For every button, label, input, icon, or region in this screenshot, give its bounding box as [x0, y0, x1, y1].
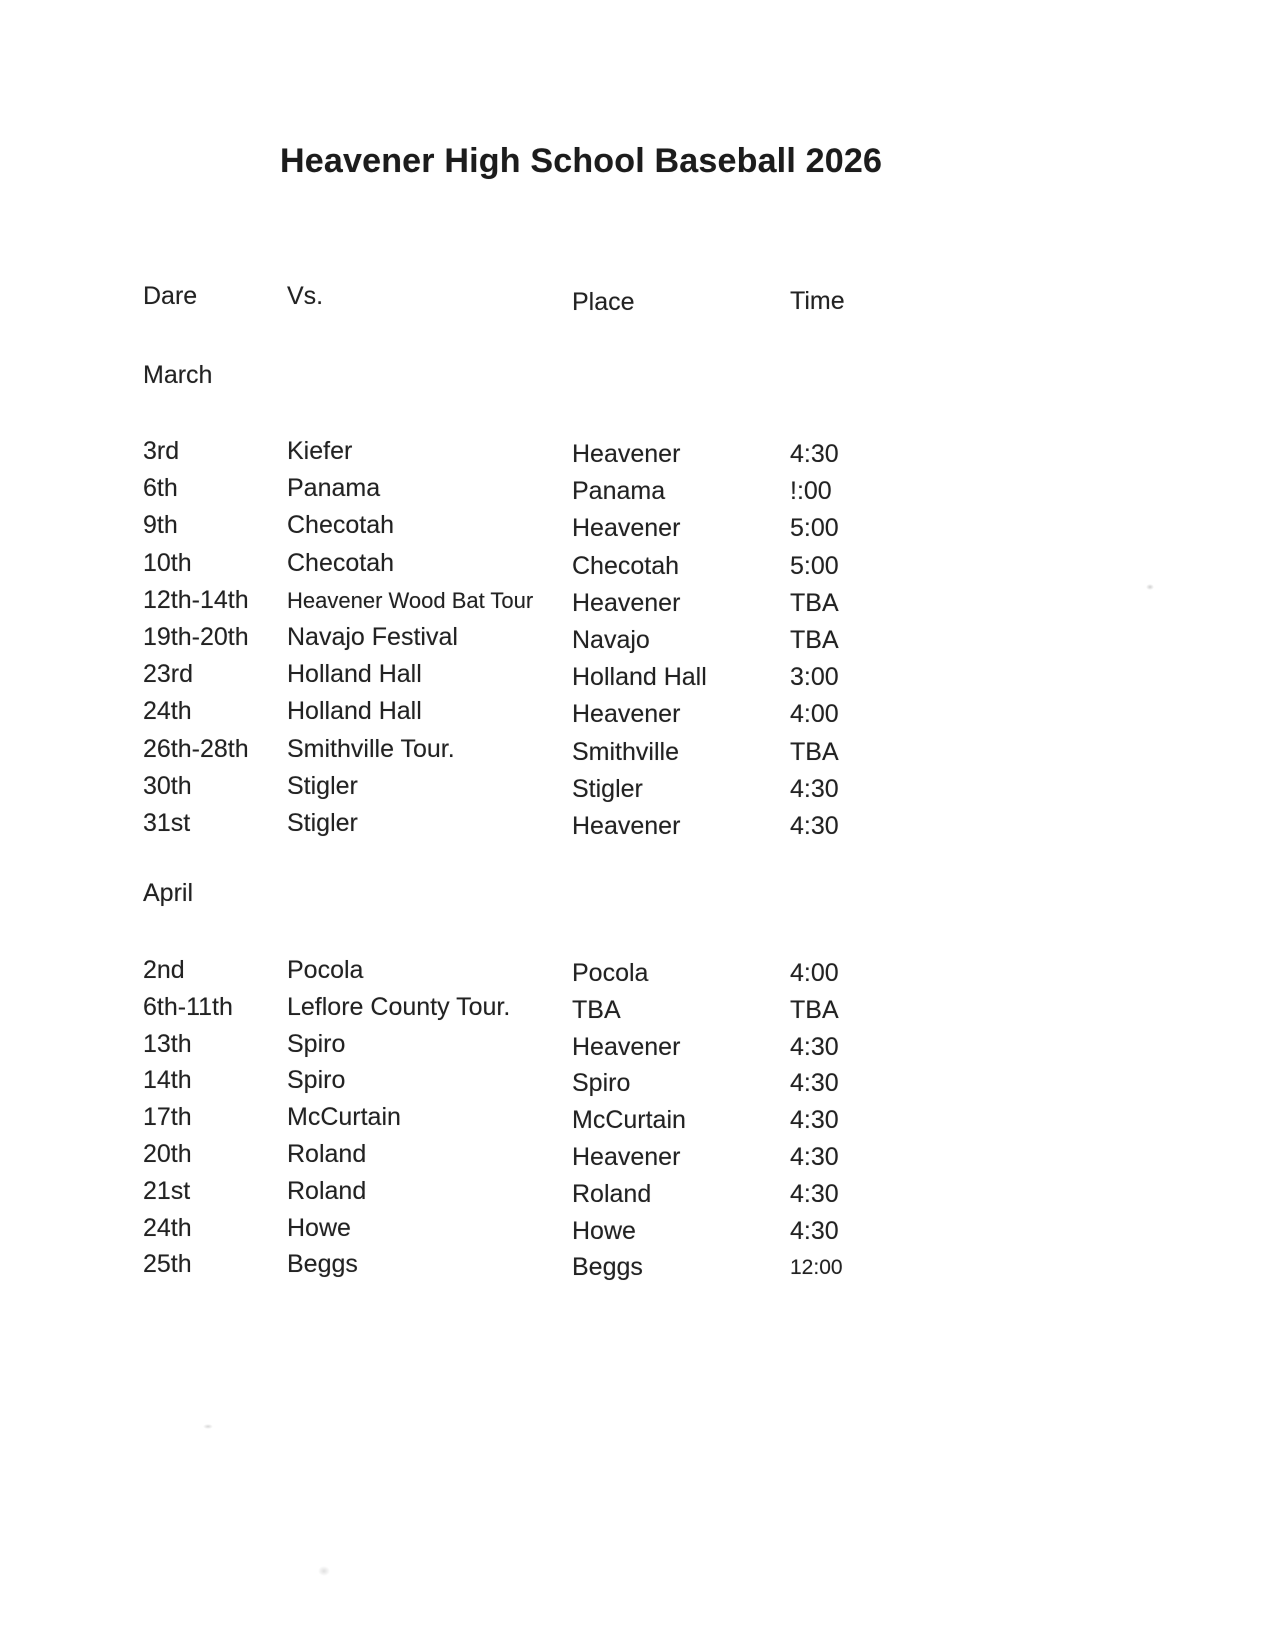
- month-label: March: [143, 361, 213, 389]
- schedule-row: [143, 771, 983, 808]
- cell-date: 31st: [143, 808, 191, 837]
- cell-place: Stigler: [572, 774, 643, 803]
- cell-place: Heavener: [572, 440, 681, 468]
- cell-time: 5:00: [790, 551, 839, 580]
- schedule-row: [143, 992, 983, 1029]
- page-title: Heavener High School Baseball 2026: [280, 142, 883, 180]
- cell-place: Heavener: [572, 700, 681, 729]
- cell-place: Pocola: [572, 959, 649, 988]
- cell-date: 6th-11th: [143, 992, 233, 1021]
- cell-time: 4:30: [790, 1106, 839, 1135]
- cell-vs: Heavener Wood Bat Tour: [287, 587, 534, 613]
- cell-time: 4:00: [790, 700, 839, 729]
- cell-place: Beggs: [572, 1253, 643, 1282]
- cell-place: Heavener: [572, 1143, 681, 1172]
- month-rows: [143, 436, 983, 845]
- cell-time: 5:00: [790, 514, 839, 543]
- schedule-row: [143, 1176, 983, 1213]
- cell-time: 4:30: [790, 811, 839, 840]
- cell-date: 30th: [143, 771, 192, 800]
- cell-place: Roland: [572, 1179, 652, 1208]
- cell-time: 12:00: [790, 1256, 843, 1280]
- cell-vs: Stigler: [287, 808, 358, 837]
- schedule-row: [143, 510, 983, 547]
- schedule-row: [143, 1065, 983, 1102]
- cell-place: Heavener: [572, 811, 681, 840]
- cell-vs: Roland: [287, 1176, 367, 1205]
- cell-date: 3rd: [143, 437, 180, 465]
- schedule-row: [143, 622, 983, 659]
- cell-place: Heavener: [572, 514, 681, 543]
- cell-date: 10th: [143, 548, 192, 577]
- cell-place: TBA: [572, 995, 621, 1024]
- schedule-row: [143, 473, 983, 510]
- cell-place: Smithville: [572, 737, 679, 766]
- cell-date: 14th: [143, 1066, 192, 1095]
- schedule-row: [143, 548, 983, 585]
- cell-date: 24th: [143, 1213, 192, 1242]
- cell-place: Heavener: [572, 1032, 681, 1061]
- schedule-row: [143, 955, 983, 992]
- cell-date: 20th: [143, 1140, 192, 1169]
- cell-place: Navajo: [572, 625, 650, 654]
- column-header-vs: Vs.: [287, 282, 324, 310]
- cell-date: 23rd: [143, 660, 194, 689]
- month-rows: [143, 955, 983, 1286]
- schedule-row: [143, 696, 983, 733]
- column-header-place: Place: [572, 288, 635, 316]
- cell-vs: Spiro: [287, 1029, 346, 1058]
- scan-speck: [318, 1566, 330, 1576]
- schedule-sections: [143, 360, 983, 1286]
- cell-time: 4:30: [790, 1032, 839, 1061]
- cell-date: 13th: [143, 1029, 192, 1058]
- cell-vs: Spiro: [287, 1066, 346, 1095]
- cell-date: 21st: [143, 1176, 191, 1205]
- cell-vs: Panama: [287, 474, 381, 503]
- schedule-row: [143, 1102, 983, 1139]
- cell-vs: Pocola: [287, 956, 364, 985]
- cell-date: 25th: [143, 1250, 192, 1279]
- cell-place: Checotah: [572, 551, 680, 580]
- cell-time: 4:30: [790, 1069, 839, 1098]
- cell-vs: Holland Hall: [287, 660, 422, 689]
- cell-time: !:00: [790, 477, 832, 506]
- cell-date: 17th: [143, 1103, 192, 1132]
- cell-time: 4:30: [790, 1143, 839, 1172]
- schedule-row: [143, 659, 983, 696]
- schedule-row: [143, 734, 983, 771]
- cell-vs: Stigler: [287, 771, 358, 800]
- cell-time: 4:30: [790, 774, 839, 803]
- cell-place: Panama: [572, 477, 666, 506]
- month-section: [143, 878, 983, 1286]
- cell-place: McCurtain: [572, 1106, 686, 1135]
- cell-date: 6th: [143, 474, 178, 503]
- schedule-table: [143, 281, 983, 1286]
- cell-vs: Checotah: [287, 548, 395, 577]
- cell-time: TBA: [790, 737, 839, 766]
- cell-vs: Leflore County Tour.: [287, 992, 511, 1021]
- cell-place: Spiro: [572, 1069, 631, 1098]
- cell-vs: Checotah: [287, 511, 395, 540]
- schedule-row: [143, 1139, 983, 1176]
- cell-date: 24th: [143, 697, 192, 726]
- schedule-row: [143, 436, 983, 473]
- cell-vs: Smithville Tour.: [287, 734, 455, 763]
- cell-time: TBA: [790, 995, 839, 1024]
- cell-place: Howe: [572, 1216, 636, 1245]
- cell-vs: Beggs: [287, 1250, 358, 1279]
- schedule-row: [143, 1029, 983, 1066]
- cell-date: 12th-14th: [143, 585, 249, 614]
- table-header-row: [143, 281, 983, 318]
- scan-speck: [1146, 584, 1154, 590]
- cell-date: 2nd: [143, 956, 185, 985]
- schedule-row: [143, 585, 983, 622]
- cell-vs: Kiefer: [287, 437, 353, 465]
- month-label: April: [143, 879, 194, 908]
- cell-time: 4:30: [790, 440, 839, 468]
- cell-time: TBA: [790, 625, 839, 654]
- cell-place: Heavener: [572, 588, 681, 617]
- scan-speck: [203, 1424, 213, 1429]
- cell-time: 3:00: [790, 663, 839, 692]
- cell-time: 4:00: [790, 959, 839, 988]
- cell-time: 4:30: [790, 1216, 839, 1245]
- cell-date: 9th: [143, 511, 178, 540]
- cell-vs: Holland Hall: [287, 697, 422, 726]
- cell-place: Holland Hall: [572, 663, 707, 692]
- cell-time: TBA: [790, 588, 839, 617]
- schedule-row: [143, 1249, 983, 1286]
- cell-vs: Roland: [287, 1140, 367, 1169]
- cell-vs: McCurtain: [287, 1103, 401, 1132]
- month-section: [143, 360, 983, 845]
- column-header-time: Time: [790, 287, 845, 315]
- cell-date: 19th-20th: [143, 622, 249, 651]
- cell-vs: Howe: [287, 1213, 351, 1242]
- cell-vs: Navajo Festival: [287, 622, 458, 651]
- cell-date: 26th-28th: [143, 734, 249, 763]
- schedule-row: [143, 1213, 983, 1250]
- schedule-row: [143, 808, 983, 845]
- column-header-date: Dare: [143, 282, 198, 310]
- cell-time: 4:30: [790, 1179, 839, 1208]
